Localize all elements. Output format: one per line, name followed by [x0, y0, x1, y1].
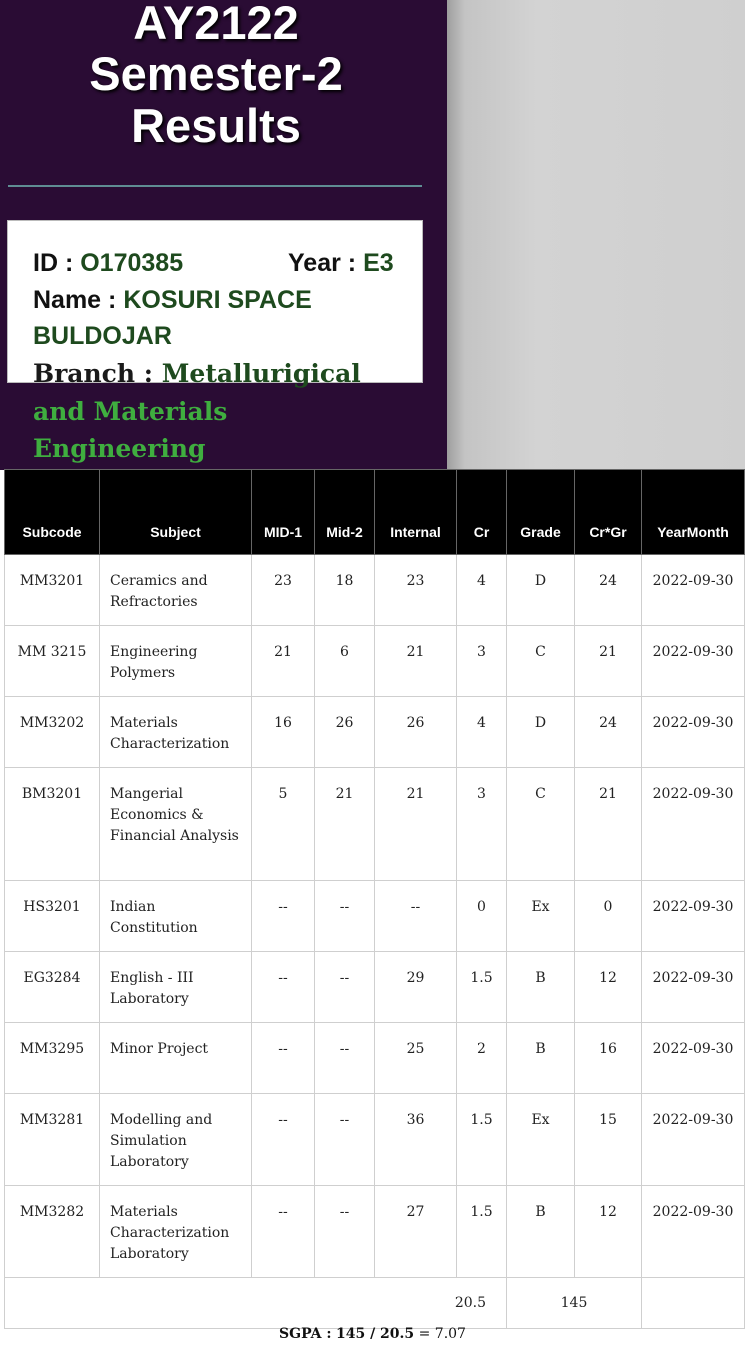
cell-internal: 29 — [375, 952, 457, 1023]
cell-mid1: 21 — [252, 626, 315, 697]
column-header-cr: Cr — [457, 470, 507, 555]
cell-mid1: -- — [252, 952, 315, 1023]
cell-yearmonth: 2022-09-30 — [642, 952, 745, 1023]
cell-mid2: 18 — [315, 555, 375, 626]
student-id-value: O170385 — [80, 249, 184, 277]
total-credits: 20.5 — [5, 1278, 507, 1329]
student-branch-value-part3: Engineering — [33, 434, 206, 463]
cell-cr: 4 — [457, 697, 507, 768]
cell-grade: B — [507, 952, 575, 1023]
cell-cr: 1.5 — [457, 1094, 507, 1186]
student-name-value-line2: BULDOJAR — [33, 322, 172, 350]
cell-subject: Ceramics and Refractories — [100, 555, 252, 626]
header-divider — [8, 185, 422, 187]
student-year-value: E3 — [363, 249, 394, 277]
cell-subcode: MM3201 — [5, 555, 100, 626]
cell-crgr: 0 — [575, 881, 642, 952]
cell-cr: 3 — [457, 768, 507, 881]
cell-cr: 3 — [457, 626, 507, 697]
column-header-subcode: Subcode — [5, 470, 100, 555]
cell-crgr: 24 — [575, 697, 642, 768]
cell-mid1: -- — [252, 1186, 315, 1278]
column-header-mid1: MID-1 — [252, 470, 315, 555]
title-semester: Semester-2 — [89, 47, 343, 100]
sgpa-result: = 7.07 — [414, 1326, 466, 1342]
cell-cr: 0 — [457, 881, 507, 952]
cell-cr: 1.5 — [457, 952, 507, 1023]
student-name-label: Name : — [33, 286, 117, 314]
blurred-side-panel — [447, 0, 745, 470]
cell-subject: Indian Constitution — [100, 881, 252, 952]
header-panel — [0, 0, 447, 470]
cell-mid2: -- — [315, 881, 375, 952]
cell-internal: 36 — [375, 1094, 457, 1186]
cell-internal: -- — [375, 881, 457, 952]
cell-subcode: BM3201 — [5, 768, 100, 881]
cell-mid1: 16 — [252, 697, 315, 768]
student-year — [288, 245, 394, 281]
cell-subject: English - III Laboratory — [100, 952, 252, 1023]
table-row — [5, 1094, 745, 1186]
cell-internal: 25 — [375, 1023, 457, 1094]
cell-mid2: -- — [315, 1023, 375, 1094]
column-header-mid2: Mid-2 — [315, 470, 375, 555]
cell-internal: 27 — [375, 1186, 457, 1278]
cell-internal: 23 — [375, 555, 457, 626]
cell-mid1: 23 — [252, 555, 315, 626]
column-header-yearmonth: YearMonth — [642, 470, 745, 555]
cell-mid2: -- — [315, 952, 375, 1023]
cell-cr: 1.5 — [457, 1186, 507, 1278]
student-id-label: ID : — [33, 249, 74, 277]
sgpa-formula: 145 / 20.5 — [335, 1326, 415, 1342]
sgpa-summary — [0, 1326, 745, 1342]
student-name-line2 — [33, 318, 172, 354]
cell-grade: C — [507, 768, 575, 881]
cell-grade: C — [507, 626, 575, 697]
table-row — [5, 1023, 745, 1094]
cell-internal: 21 — [375, 768, 457, 881]
title-academic-year: AY2122 — [133, 0, 299, 49]
cell-cr: 2 — [457, 1023, 507, 1094]
cell-yearmonth: 2022-09-30 — [642, 1023, 745, 1094]
student-name — [33, 282, 312, 318]
cell-mid2: 6 — [315, 626, 375, 697]
cell-subcode: MM 3215 — [5, 626, 100, 697]
title-results: Results — [131, 99, 301, 152]
cell-subject: Engineering Polymers — [100, 626, 252, 697]
cell-subject: Materials Characterization — [100, 697, 252, 768]
cell-grade: D — [507, 697, 575, 768]
student-branch — [33, 355, 361, 392]
student-branch-value-part2: and Materials — [33, 397, 228, 426]
cell-yearmonth: 2022-09-30 — [642, 555, 745, 626]
sgpa-label: SGPA : — [279, 1326, 332, 1342]
cell-grade: D — [507, 555, 575, 626]
cell-cr: 4 — [457, 555, 507, 626]
cell-yearmonth: 2022-09-30 — [642, 881, 745, 952]
cell-crgr: 15 — [575, 1094, 642, 1186]
student-branch-label: Branch : — [33, 359, 154, 388]
total-credit-grade-points: 145 — [507, 1278, 642, 1329]
table-row — [5, 1186, 745, 1278]
table-header-row — [5, 470, 745, 555]
cell-mid1: -- — [252, 881, 315, 952]
cell-grade: B — [507, 1023, 575, 1094]
cell-subject: Materials Characterization Laboratory — [100, 1186, 252, 1278]
student-name-value-line1: KOSURI SPACE — [123, 286, 312, 314]
cell-grade: Ex — [507, 881, 575, 952]
cell-mid1: -- — [252, 1023, 315, 1094]
results-table — [4, 469, 745, 1329]
cell-yearmonth: 2022-09-30 — [642, 1186, 745, 1278]
column-header-grade: Grade — [507, 470, 575, 555]
cell-crgr: 12 — [575, 952, 642, 1023]
cell-subject: Minor Project — [100, 1023, 252, 1094]
cell-subcode: MM3282 — [5, 1186, 100, 1278]
student-id — [33, 245, 183, 281]
cell-yearmonth: 2022-09-30 — [642, 626, 745, 697]
cell-mid1: -- — [252, 1094, 315, 1186]
cell-yearmonth: 2022-09-30 — [642, 697, 745, 768]
cell-internal: 26 — [375, 697, 457, 768]
cell-mid2: -- — [315, 1094, 375, 1186]
cell-yearmonth: 2022-09-30 — [642, 768, 745, 881]
cell-grade: B — [507, 1186, 575, 1278]
cell-crgr: 24 — [575, 555, 642, 626]
cell-crgr: 21 — [575, 626, 642, 697]
cell-crgr: 16 — [575, 1023, 642, 1094]
column-header-internal: Internal — [375, 470, 457, 555]
table-row — [5, 697, 745, 768]
table-row — [5, 555, 745, 626]
column-header-subject: Subject — [100, 470, 252, 555]
cell-mid2: 26 — [315, 697, 375, 768]
column-header-crgr: Cr*Gr — [575, 470, 642, 555]
cell-subject: Modelling and Simulation Laboratory — [100, 1094, 252, 1186]
cell-mid2: -- — [315, 1186, 375, 1278]
cell-mid1: 5 — [252, 768, 315, 881]
student-year-label: Year : — [288, 249, 357, 277]
cell-subcode: MM3281 — [5, 1094, 100, 1186]
cell-subcode: EG3284 — [5, 952, 100, 1023]
table-row — [5, 881, 745, 952]
cell-internal: 21 — [375, 626, 457, 697]
totals-empty-cell — [642, 1278, 745, 1329]
cell-crgr: 12 — [575, 1186, 642, 1278]
cell-yearmonth: 2022-09-30 — [642, 1094, 745, 1186]
table-row — [5, 768, 745, 881]
cell-grade: Ex — [507, 1094, 575, 1186]
cell-subject: Mangerial Economics & Financial Analysis — [100, 768, 252, 881]
cell-crgr: 21 — [575, 768, 642, 881]
cell-subcode: MM3295 — [5, 1023, 100, 1094]
cell-mid2: 21 — [315, 768, 375, 881]
cell-subcode: MM3202 — [5, 697, 100, 768]
table-row — [5, 952, 745, 1023]
student-branch-value-part1: Metallurigical — [161, 359, 361, 388]
table-row — [5, 626, 745, 697]
totals-row — [5, 1278, 745, 1329]
cell-subcode: HS3201 — [5, 881, 100, 952]
